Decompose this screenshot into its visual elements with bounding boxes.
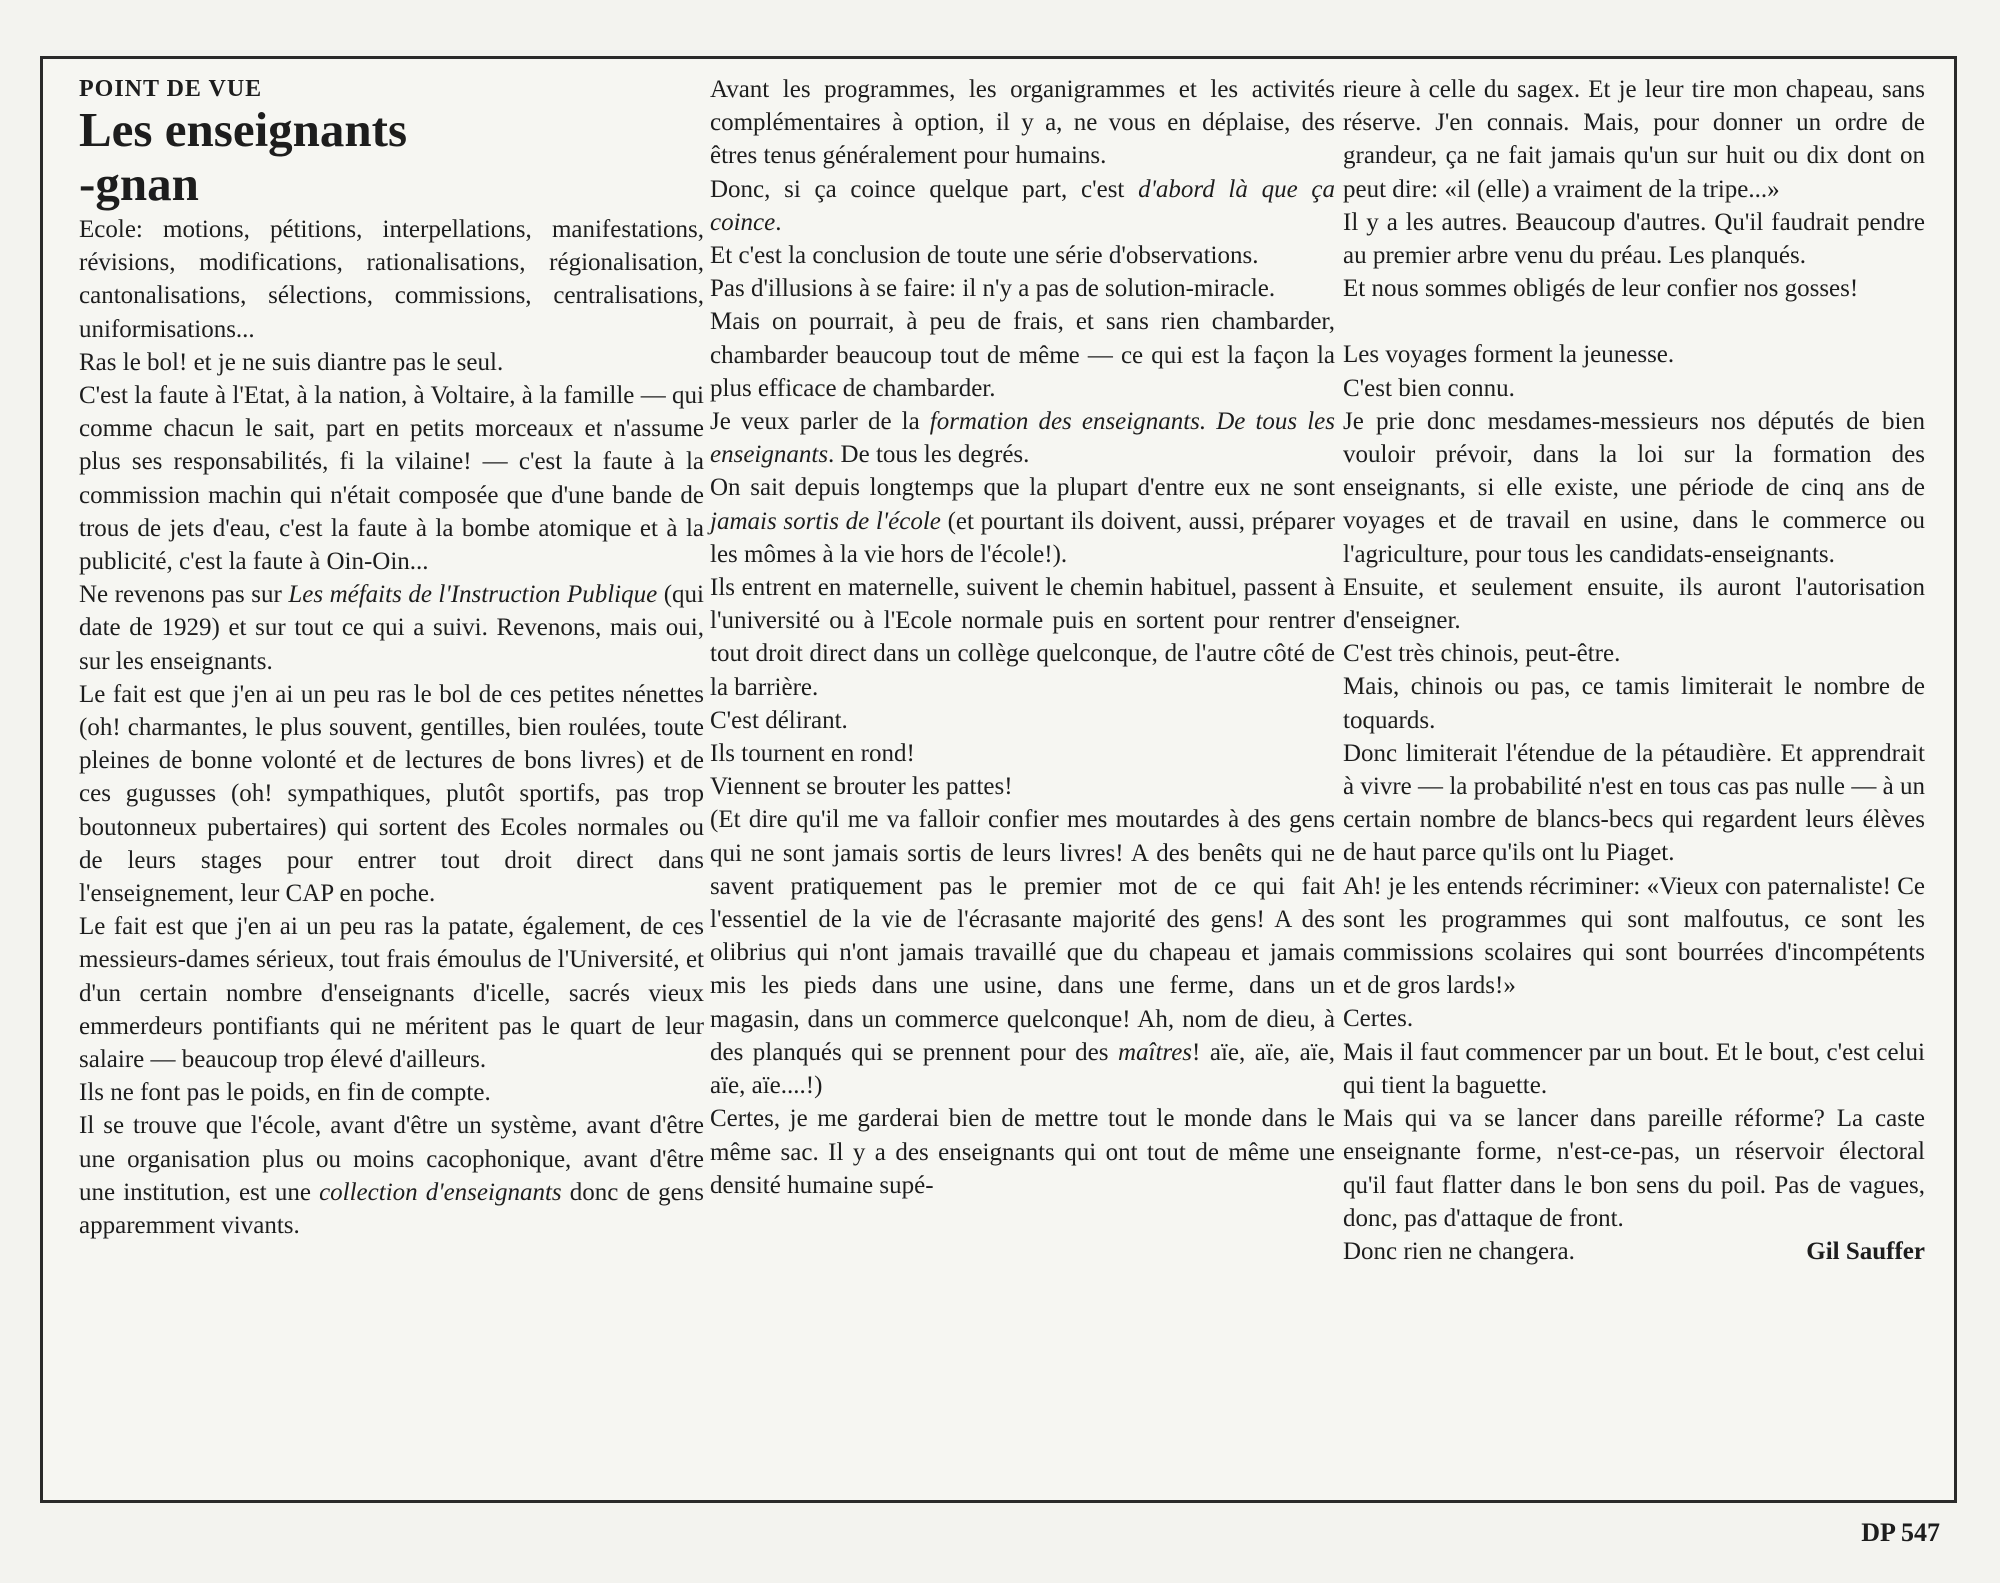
author-signature: Gil Sauffer (1806, 1237, 1925, 1265)
text-run: Le fait est que j'en ai un peu ras la patate, également, de ces messieurs-dames sérieux, tout frais émoulus de l'Université, et d'un certain nombre d'enseignants d'icelle, sacrés vieux emmerdeurs pontifiants qui ne méritent pas le quart de leur salaire — beaucoup trop élevé d'ailleurs. (79, 913, 704, 1074)
column-3-text-part-2 (1343, 338, 1925, 1234)
paragraph (1343, 1036, 1925, 1102)
paragraph (1343, 571, 1925, 637)
text-run: Avant les programmes, les organigrammes et les activités complémentaires à option, il y a, ne vous en déplaise, des êtres tenus généralement pour humains. (710, 76, 1335, 170)
paragraph (710, 803, 1335, 1102)
paragraph (1343, 670, 1925, 736)
article-kicker: POINT DE VUE (79, 76, 263, 102)
text-run: rieure à celle du sagex. Et je leur tire mon chapeau, sans réserve. J'en connais. Mais, pour donner un ordre de grandeur, ça ne fait jamais qu'un sur huit ou dix dont on peut dire: «il (elle) a vraiment de la tripe...» (1343, 76, 1925, 203)
text-run: Certes, je me garderai bien de mettre tout le monde dans le même sac. Il y a des enseignants qui ont tout de même une densité humaine supé- (710, 1105, 1335, 1199)
text-run: Ras le bol! et je ne suis diantre pas le seul. (79, 348, 504, 376)
italic-text: maîtres (1117, 1038, 1193, 1066)
text-run: Donc, si ça coince quelque part, c'est (710, 175, 1139, 203)
column-1-text (79, 213, 704, 1242)
paragraph (1343, 372, 1925, 405)
article-frame (40, 56, 1957, 1503)
text-run: C'est très chinois, peut-être. (1343, 640, 1621, 668)
paragraph (710, 737, 1335, 770)
text-run: On sait depuis longtemps que la plupart d'entre eux ne sont (710, 474, 1335, 502)
closing-sentence: Donc rien ne changera. (1343, 1237, 1575, 1265)
text-run: Ne revenons pas sur (79, 581, 289, 609)
page-footer: DP 547 (1861, 1518, 1940, 1547)
text-run: Ils tournent en rond! (710, 740, 915, 768)
paragraph (79, 578, 704, 678)
text-run: C'est la faute à l'Etat, à la nation, à Voltaire, à la famille — qui comme chacun le sait, part en petits morceaux et n'assume plus ses responsabilités, fi la vilaine! — c'est la faute à la commission machin qui n'était composée que d'une bande de trous de jets d'eau, c'est la faute à la bombe atomique et à la publicité, c'est la faute à Oin-Oin... (79, 382, 704, 576)
paragraph (710, 173, 1335, 239)
text-run: Les voyages forment la jeunesse. (1343, 341, 1675, 369)
paragraph (79, 346, 704, 379)
paragraph (1343, 405, 1925, 571)
italic-text: jamais sortis de l'école (710, 507, 941, 535)
text-run: Je prie donc mesdames-messieurs nos députés de bien vouloir prévoir, dans la loi sur la formation des enseignants, si elle existe, une période de cinq ans de voyages et de travail en usine, dans le commerce ou l'agriculture, pour tous les candidats-enseignants. (1343, 407, 1925, 568)
paragraph (710, 571, 1335, 704)
text-run: Et nous sommes obligés de leur confier nos gosses! (1343, 275, 1859, 303)
text-run: Ah! je les entends récriminer: «Vieux con paternaliste! Ce sont les programmes qui sont malfoutus, ce sont les commissions scolaires qui sont bourrées d'incompétents et de gros lards!» (1343, 872, 1925, 1000)
paragraph (710, 239, 1335, 272)
paragraph (1343, 637, 1925, 670)
closing-line (1343, 1235, 1925, 1268)
paragraph (1343, 272, 1925, 305)
text-run: Viennent se brouter les pattes! (710, 773, 1013, 801)
text-run: Je veux parler de la (710, 408, 930, 436)
paragraph (1343, 73, 1925, 206)
text-run: Il se trouve que l'école, avant d'être un système, avant d'être une organisation plus ou moins cacophonique, avant d'être une institution, est une (79, 1112, 704, 1206)
paragraph (79, 213, 704, 346)
italic-text: formation des enseignants. De tous les enseignants (710, 408, 1335, 469)
text-run: C'est délirant. (710, 706, 848, 734)
text-run: Certes. (1343, 1005, 1414, 1033)
section-break (1343, 305, 1925, 338)
text-run: Mais il faut commencer par un bout. Et le bout, c'est celui qui tient la baguette. (1343, 1038, 1925, 1099)
text-run: . De tous les degrés. (828, 441, 1030, 469)
text-run: Le fait est que j'en ai un peu ras le bol de ces petites nénettes (oh! charmantes, le plus souvent, gentilles, bien roulées, toute pleines de bonne volonté et de lectures de bons livres) et de ces gugusses (oh! sympathiques, plutôt sportifs, pas trop boutonneux pubertaires) qui sortent des Ecoles normales ou de leurs stages pour entrer tout droit direct dans l'enseignement, leur CAP en poche. (79, 680, 704, 908)
italic-text: Les méfaits de l'Instruction Publique (288, 581, 658, 609)
title-line: -gnan (79, 156, 199, 211)
paragraph (79, 910, 704, 1076)
text-run: Ils entrent en maternelle, suivent le chemin habituel, passent à l'université ou à l'Ecole normale puis en sortent pour rentrer tout droit direct dans un collège quelconque, de l'autre côté de la barrière. (710, 574, 1335, 701)
column-1 (79, 73, 704, 1242)
paragraph (710, 305, 1335, 405)
column-3 (1343, 73, 1925, 1268)
paragraph (710, 471, 1335, 571)
text-run: . (775, 208, 782, 236)
column-3-text-part-1 (1343, 73, 1925, 305)
paragraph (710, 770, 1335, 803)
paragraph (79, 1076, 704, 1109)
paragraph (710, 1102, 1335, 1202)
paragraph (79, 1109, 704, 1242)
text-run: C'est bien connu. (1343, 374, 1515, 402)
column-2 (710, 73, 1335, 1202)
text-run: Mais, chinois ou pas, ce tamis limiterait le nombre de toquards. (1343, 673, 1925, 734)
text-run: (Et dire qu'il me va falloir confier mes moutardes à des gens qui ne sont jamais sortis de leurs livres! A des benêts qui ne savent pratiquement pas le premier mot de ce qui fait l'essentiel de la vie de l'écrasante majorité des gens! A des olibrius qui n'ont jamais travaillé que du chapeau et jamais mis les pieds dans une usine, dans une ferme, dans un magasin, dans un commerce quelconque! Ah, nom de dieu, à des planqués qui se prennent pour des (710, 806, 1335, 1066)
title-line: Les enseignants (79, 102, 408, 157)
paragraph (1343, 338, 1925, 371)
text-run: donc de gens apparemment vivants. (79, 1178, 704, 1240)
italic-text: collection d'enseignants (319, 1178, 562, 1206)
text-run: Il y a les autres. Beaucoup d'autres. Qu'il faudrait pendre au premier arbre venu du préau. Les planqués. (1343, 208, 1925, 270)
paragraph (710, 272, 1335, 305)
text-run: ! aïe, aïe, aïe, aïe, aïe....!) (710, 1038, 1335, 1100)
text-run: Ecole: motions, pétitions, interpellations, manifestations, révisions, modifications, rationalisations, régionalisation, cantonalisations, sélections, commissions, centralisations, uniformisations... (79, 216, 704, 343)
text-run: Ils ne font pas le poids, en fin de compte. (79, 1079, 491, 1107)
paragraph (710, 73, 1335, 173)
text-run: (qui date de 1929) et sur tout ce qui a suivi. Revenons, mais oui, sur les enseignants. (79, 581, 705, 675)
text-run: (et pourtant ils doivent, aussi, préparer les mômes à la vie hors de l'école!). (710, 507, 1335, 568)
paragraph (1343, 206, 1925, 272)
paragraph (1343, 1002, 1925, 1035)
column-2-text (710, 73, 1335, 1202)
paragraph (79, 379, 704, 578)
text-run: Et c'est la conclusion de toute une série d'observations. (710, 242, 1259, 270)
text-run: Donc limiterait l'étendue de la pétaudière. Et apprendrait à vivre — la probabilité n'est en tous cas pas nulle — à un certain nombre de blancs-becs qui regardent leurs élèves de haut parce qu'ils ont lu Piaget. (1343, 739, 1925, 867)
paragraph (1343, 1102, 1925, 1235)
paragraph (1343, 870, 1925, 1003)
text-run: Mais qui va se lancer dans pareille réforme? La caste enseignante forme, n'est-ce-pas, un réservoir électoral qu'il faut flatter dans le bon sens du poil. Pas de vagues, donc, pas d'attaque de front. (1343, 1105, 1925, 1232)
text-run: Mais on pourrait, à peu de frais, et sans rien chambarder, chambarder beaucoup tout de même — ce qui est la façon la plus efficace de chambarder. (710, 308, 1335, 402)
paragraph (710, 405, 1335, 471)
text-run: Ensuite, et seulement ensuite, ils auront l'autorisation d'enseigner. (1343, 573, 1925, 635)
article-title (79, 103, 704, 211)
paragraph (1343, 737, 1925, 870)
paragraph (710, 704, 1335, 737)
paragraph (79, 678, 704, 910)
italic-text: d'abord là que ça coince (710, 175, 1335, 236)
text-run: Pas d'illusions à se faire: il n'y a pas de solution-miracle. (710, 275, 1276, 303)
